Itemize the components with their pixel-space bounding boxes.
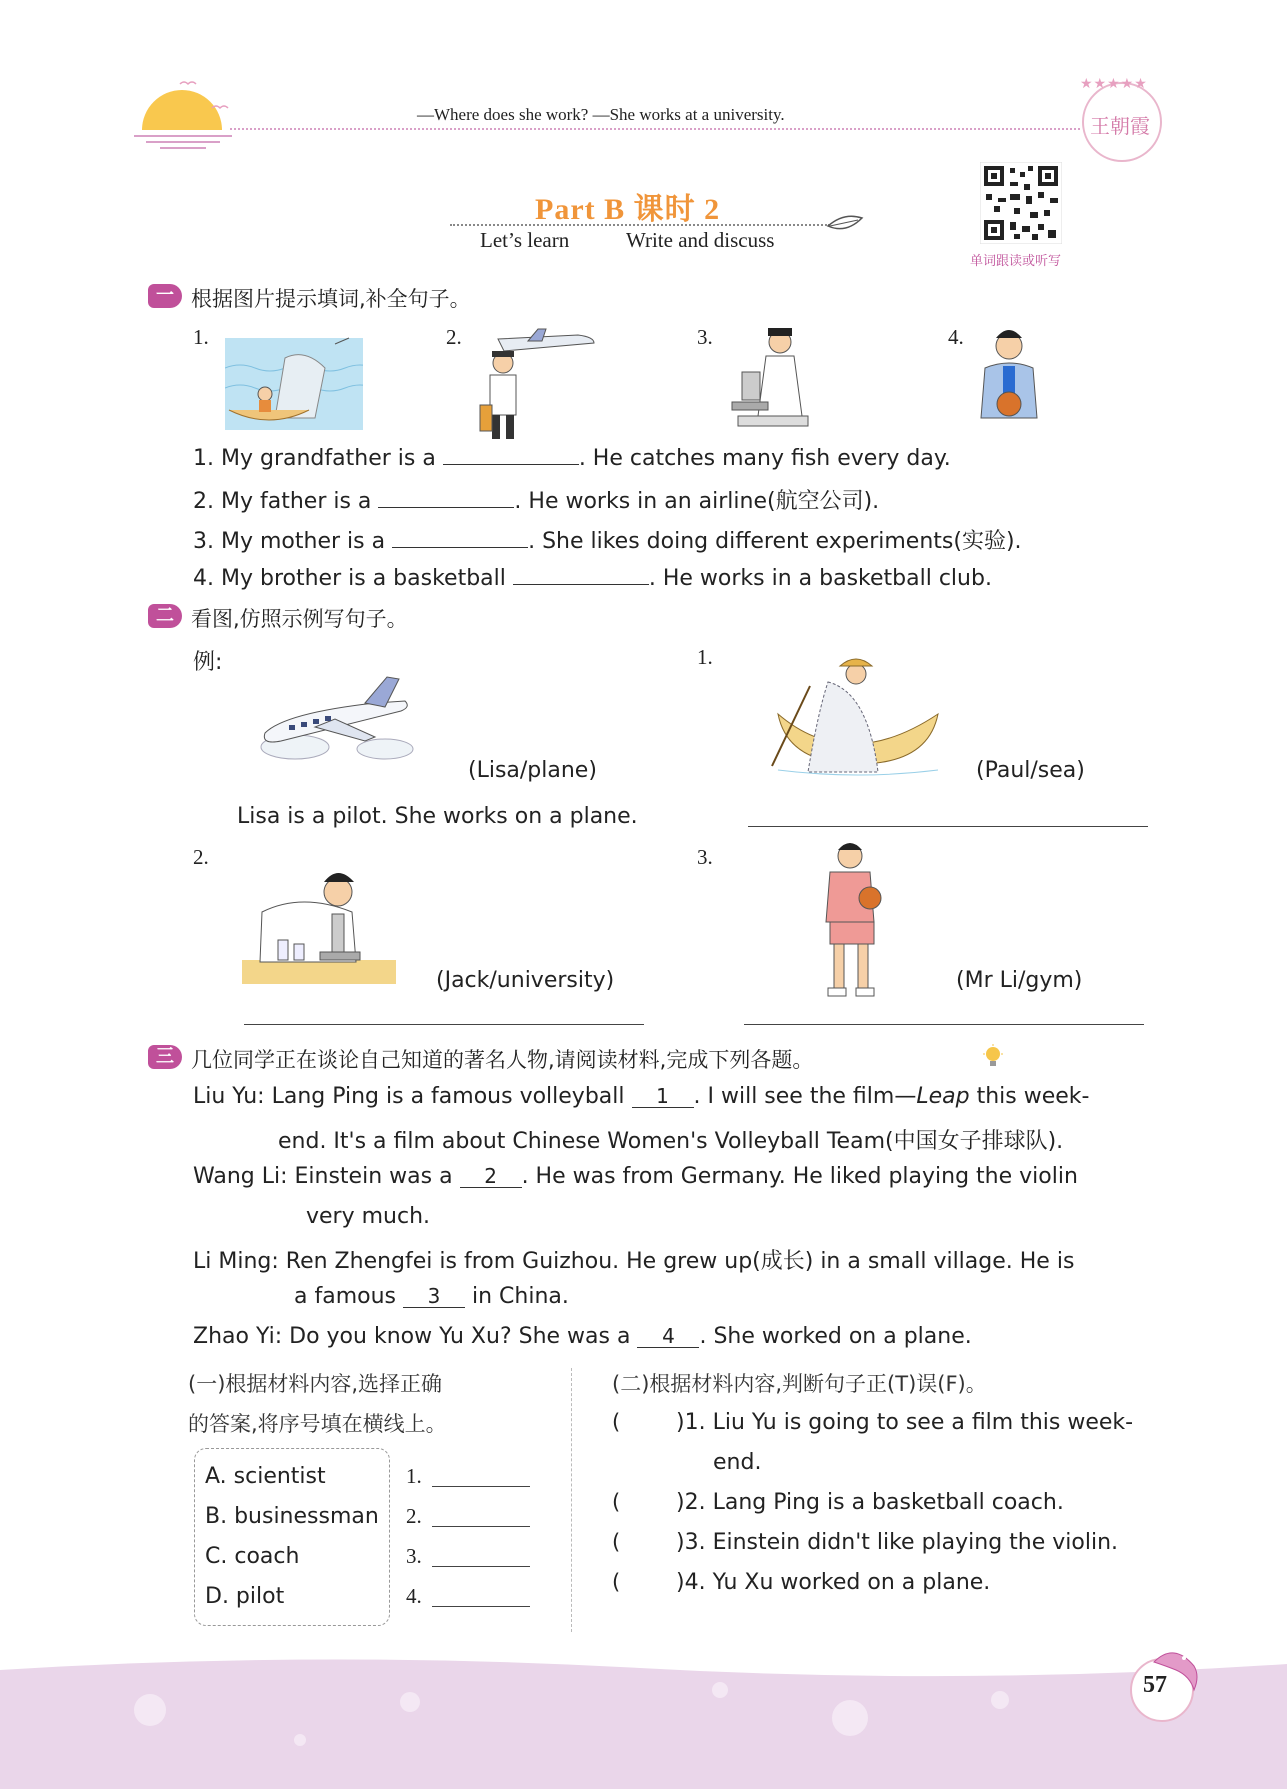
passage-liuyu-text-b: . I will see the film— (693, 1084, 917, 1109)
s2-item1-hint: (Paul/sea) (976, 758, 1085, 783)
fisherman-picture (225, 328, 363, 430)
answer-line-1[interactable] (432, 1486, 530, 1487)
answer-line-2[interactable] (432, 1526, 530, 1527)
s1-sentence-1-num: 1. (193, 446, 214, 471)
s2-answer-line-3[interactable] (744, 1024, 1144, 1025)
s2-answer-line-2[interactable] (244, 1024, 644, 1025)
s1-sentence-1-after: . He catches many fish every day. (578, 446, 951, 471)
tf-statement-1-cont: end. (713, 1450, 762, 1475)
tf-paren-1[interactable]: ( (612, 1410, 621, 1434)
tf-text-1: Liu Yu is going to see a film this week- (712, 1410, 1134, 1435)
option-c: C. coach (205, 1544, 300, 1569)
answer-num-1: 1. (406, 1464, 422, 1488)
passage-liming-text-a: Ren Zhengfei is from Guizhou. He grew up(成长) in a small village. He is (285, 1249, 1075, 1274)
s2-item2-number: 2. (193, 845, 209, 869)
tf-text-2: Lang Ping is a basketball coach. (712, 1490, 1064, 1515)
page-number: 57 (1143, 1672, 1167, 1698)
s1-sentence-2-num: 2. (193, 489, 214, 514)
section3-badge: 三 (148, 1045, 182, 1069)
header-rule (230, 128, 1080, 130)
s1-sentence-1 (193, 444, 951, 471)
example-label: 例: (193, 650, 223, 675)
s1-blank-2[interactable] (378, 487, 514, 508)
speaker-liming: Li Ming: (193, 1249, 279, 1274)
answer-num-4: 4. (406, 1584, 422, 1608)
passage-blank-4[interactable]: 4 (637, 1325, 699, 1348)
section3-instruction: 几位同学正在谈论自己知道的著名人物,请阅读材料,完成下列各题。 (191, 1048, 814, 1072)
pic1-number: 1. (193, 325, 209, 349)
stars-icon: ★★★★★ (1080, 76, 1148, 92)
passage-liuyu-text-c: this week- (969, 1084, 1090, 1109)
s2-item3-hint: (Mr Li/gym) (956, 968, 1083, 993)
lightbulb-icon (982, 1044, 1004, 1070)
logo-badge (1080, 76, 1162, 162)
tf-statement-3 (676, 1530, 1118, 1555)
passage-liuyu-text-a: Lang Ping is a famous volleyball (271, 1084, 625, 1109)
passage-wangli-line1 (193, 1164, 1078, 1189)
s1-sentence-4-after: . He works in a basketball club. (648, 566, 992, 591)
answer-num-2: 2. (406, 1504, 422, 1528)
logo-text: 王朝霞 (1090, 116, 1150, 138)
part1-instruction-l1: (一)根据材料内容,选择正确 (188, 1372, 443, 1396)
sunrise-icon (120, 72, 240, 152)
s1-blank-3[interactable] (392, 527, 528, 548)
passage-zhaoyi-line1 (193, 1324, 972, 1349)
speaker-zhaoyi: Zhao Yi: (193, 1324, 283, 1349)
tf-statement-4 (676, 1570, 990, 1595)
subtitle-write: Write and discuss (626, 228, 775, 252)
passage-wangli-text-b: . He was from Germany. He liked playing the violin (521, 1164, 1078, 1189)
passage-liming-text-b: a famous (294, 1284, 396, 1309)
s1-sentence-4-num: 4. (193, 566, 214, 591)
section1-instruction: 根据图片提示填词,补全句子。 (191, 287, 471, 311)
coach-picture (973, 324, 1043, 436)
footer-wave (0, 1650, 1287, 1789)
part2-instruction: (二)根据材料内容,判断句子正(T)误(F)。 (612, 1372, 987, 1396)
passage-liuyu-line2: end. It's a film about Chinese Women's Volleyball Team(中国女子排球队). (278, 1129, 1064, 1154)
title-rule (450, 224, 830, 226)
pic4-number: 4. (948, 325, 964, 349)
s1-sentence-3-num: 3. (193, 529, 214, 554)
page-title: Part B 课时 2 (535, 193, 721, 226)
s2-item3-number: 3. (697, 845, 713, 869)
tf-text-3: Einstein didn't like playing the violin. (712, 1530, 1119, 1555)
film-title: Leap (916, 1084, 970, 1109)
s1-sentence-2 (193, 484, 879, 515)
s1-sentence-4-before: My brother is a basketball (221, 566, 506, 591)
s1-sentence-2-before: My father is a (221, 489, 372, 514)
s2-answer-line-1[interactable] (748, 826, 1148, 827)
s1-sentence-3-before: My mother is a (221, 529, 386, 554)
section2-instruction: 看图,仿照示例写句子。 (191, 607, 408, 631)
tf-num-2: )2. (676, 1490, 706, 1515)
basketball-player-picture (816, 840, 886, 1000)
tf-num-4: )4. (676, 1570, 706, 1595)
subtitle-learn: Let’s learn (480, 228, 570, 252)
pic3-number: 3. (697, 325, 713, 349)
pic2-number: 2. (446, 325, 462, 349)
passage-liming-line1 (193, 1244, 1074, 1275)
s1-sentence-4 (193, 564, 992, 591)
s1-sentence-3-after: . She likes doing different experiments(实验). (528, 529, 1022, 554)
qr-caption: 单词跟读或听写 (970, 254, 1062, 269)
qr-code-icon[interactable] (980, 162, 1062, 244)
scientist-picture (728, 322, 818, 434)
example-sentence: Lisa is a pilot. She works on a plane. (237, 804, 638, 829)
option-b: B. businessman (205, 1504, 379, 1529)
section2-badge: 二 (148, 604, 182, 628)
passage-liming-text-c: in China. (472, 1284, 569, 1309)
tf-statement-1 (676, 1410, 1133, 1435)
s2-item2-hint: (Jack/university) (436, 968, 615, 993)
part1-instruction-l2: 的答案,将序号填在横线上。 (188, 1412, 447, 1436)
s1-sentence-1-before: My grandfather is a (221, 446, 436, 471)
tf-num-1: )1. (676, 1410, 706, 1435)
speaker-liuyu: Liu Yu: (193, 1084, 265, 1109)
s1-sentence-2-after: . He works in an airline(航空公司). (514, 489, 880, 514)
s2-item1-number: 1. (697, 645, 713, 669)
answer-line-3[interactable] (432, 1566, 530, 1567)
s1-blank-1[interactable] (443, 444, 579, 465)
tf-paren-4[interactable]: ( (612, 1570, 621, 1594)
tf-num-3: )3. (676, 1530, 706, 1555)
passage-liming-line2 (294, 1284, 569, 1309)
tf-paren-2[interactable]: ( (612, 1490, 621, 1514)
scientist-lab-picture (242, 862, 396, 984)
passage-blank-3[interactable]: 3 (403, 1285, 465, 1308)
s1-blank-4[interactable] (513, 564, 649, 585)
header-text: —Where does she work? —She works at a university. (417, 105, 785, 124)
passage-zhaoyi-text-a: Do you know Yu Xu? She was a (289, 1324, 631, 1349)
airplane-picture (255, 673, 415, 765)
s1-sentence-3 (193, 524, 1022, 555)
column-divider (571, 1368, 572, 1632)
speaker-wangli: Wang Li: (193, 1164, 288, 1189)
option-a: A. scientist (205, 1464, 326, 1489)
pilot-picture (478, 325, 596, 441)
section1-badge: 一 (148, 284, 182, 308)
tf-paren-3[interactable]: ( (612, 1530, 621, 1554)
passage-wangli-text-a: Einstein was a (294, 1164, 453, 1189)
tf-statement-2 (676, 1490, 1064, 1515)
passage-wangli-line2: very much. (306, 1204, 431, 1229)
leaf-icon (826, 212, 866, 236)
example-hint: (Lisa/plane) (468, 758, 597, 783)
option-d: D. pilot (205, 1584, 285, 1609)
tf-text-4: Yu Xu worked on a plane. (712, 1570, 991, 1595)
fisherman-boat-picture (768, 652, 948, 780)
answer-line-4[interactable] (432, 1606, 530, 1607)
passage-blank-1[interactable]: 1 (632, 1085, 694, 1108)
passage-zhaoyi-text-b: . She worked on a plane. (699, 1324, 972, 1349)
answer-num-3: 3. (406, 1544, 422, 1568)
passage-liuyu-line1 (193, 1084, 1089, 1109)
passage-blank-2[interactable]: 2 (460, 1165, 522, 1188)
